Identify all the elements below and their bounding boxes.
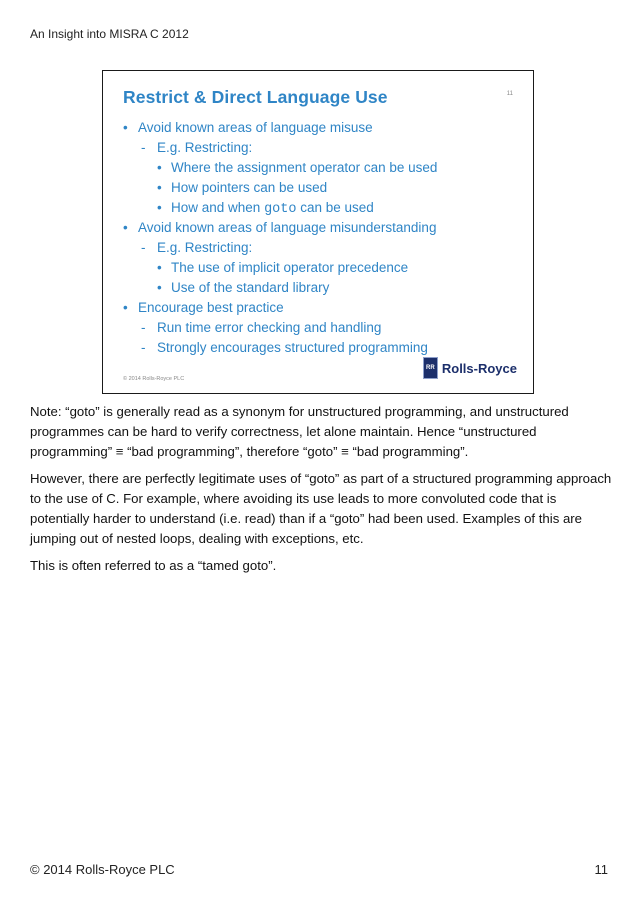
slide-copyright: © 2014 Rolls-Royce PLC: [123, 376, 185, 382]
document-header: An Insight into MISRA C 2012: [30, 27, 189, 41]
paragraph-note: Note: “goto” is generally read as a synonym for unstructured programming, and unstructured programmes can be hard to verify correctness, let alone maintain. Hence “unstructured programming” ≡ “bad programming”, therefore “goto” ≡ “bad programming”.: [30, 404, 569, 459]
bullet-marker: •: [123, 220, 128, 235]
paragraph-legitimate-uses: However, there are perfectly legitimate uses of “goto” as part of a structured programming approach to the use of C. For example, where avoiding its use leads to more convoluted code that is potentially harder to understand (i.e. read) than if a “goto” had been used. Examples of this are jumping out of nested loops, dealing with exceptions, etc.: [30, 471, 612, 546]
paragraph-tamed-goto: This is often referred to as a “tamed goto”.: [30, 558, 277, 573]
bullet-text: Where the assignment operator can be used: [171, 160, 438, 175]
bullet-text: The use of implicit operator precedence: [171, 260, 409, 275]
body-text: [30, 402, 612, 583]
bullet-marker: •: [123, 300, 128, 315]
bullet-marker: •: [157, 180, 162, 195]
slide-image: [102, 70, 534, 394]
page-number: 11: [594, 862, 608, 877]
bullet-text-after: can be used: [296, 200, 374, 215]
bullet-text: Use of the standard library: [171, 280, 330, 295]
bullet-marker: •: [157, 160, 162, 175]
bullet-text: Strongly encourages structured programming: [157, 340, 428, 355]
bullet-text: [171, 200, 374, 218]
bullet-text: E.g. Restricting:: [157, 140, 253, 155]
bullet-text-before: How and when: [171, 200, 265, 215]
bullet-marker: -: [141, 240, 146, 255]
bullet-marker: •: [157, 200, 162, 215]
rr-badge-icon: RR: [423, 357, 438, 379]
slide-title: Restrict & Direct Language Use: [123, 87, 388, 107]
bullet-marker: -: [141, 140, 146, 155]
bullet-text: Avoid known areas of language misuse: [138, 120, 373, 135]
goto-keyword: goto: [264, 202, 297, 217]
bullet-text: Encourage best practice: [138, 300, 284, 315]
slide-number: 11: [506, 91, 513, 97]
bullet-text: Run time error checking and handling: [157, 320, 382, 335]
footer-copyright: © 2014 Rolls-Royce PLC: [30, 862, 175, 877]
bullet-text: E.g. Restricting:: [157, 240, 253, 255]
logo-wordmark: Rolls-Royce: [441, 360, 517, 376]
bullet-text: Avoid known areas of language misunderstanding: [138, 220, 437, 235]
bullet-marker: •: [157, 280, 162, 295]
bullet-marker: -: [141, 340, 146, 355]
bullet-text: How pointers can be used: [171, 180, 328, 195]
bullet-marker: -: [141, 320, 146, 335]
rolls-royce-logo: [423, 356, 517, 380]
bullet-marker: •: [157, 260, 162, 275]
bullet-marker: •: [123, 120, 128, 135]
